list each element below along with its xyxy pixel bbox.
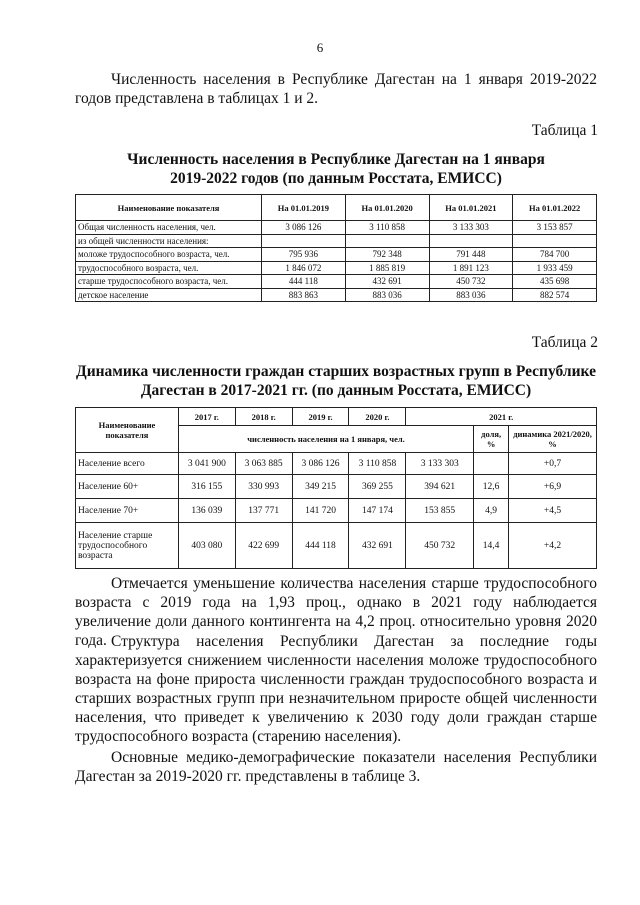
table2-cell: 12,6 [474, 475, 509, 499]
table-row [76, 499, 597, 523]
table2-cell: 394 621 [406, 475, 474, 499]
table2-cell: 153 855 [406, 499, 474, 523]
table1-header-cell: Наименование показателя [76, 195, 262, 221]
table2-cell [474, 453, 509, 475]
table2-subheader: динамика 2021/2020, % [509, 426, 597, 453]
table2-header-name: Наименование показателя [76, 408, 179, 453]
table2-cell: 3 133 303 [406, 453, 474, 475]
table2-cell: Население 60+ [76, 475, 179, 499]
table2-cell: +4,5 [509, 499, 597, 523]
table1-cell: 883 036 [429, 288, 513, 302]
table1-cell: 1 933 459 [513, 261, 597, 275]
table2-cell: 3 110 858 [349, 453, 406, 475]
table-row [76, 248, 597, 262]
table2-cell: 137 771 [235, 499, 292, 523]
table2-cell: 141 720 [292, 499, 349, 523]
body-paragraph [75, 748, 597, 786]
table2-header-year: 2017 г. [178, 408, 235, 426]
table1-cell: 444 118 [262, 275, 346, 289]
table1-title-line1: Численность населения в Республике Дагестан на 1 января [127, 151, 545, 168]
table1-label: Таблица 1 [531, 122, 598, 139]
table1-cell: 883 863 [262, 288, 346, 302]
table2-cell: 330 993 [235, 475, 292, 499]
table1-header-cell: На 01.01.2022 [513, 195, 597, 221]
table1-cell: 1 885 819 [345, 261, 429, 275]
table2-cell: 349 215 [292, 475, 349, 499]
table1-cell: 3 153 857 [513, 221, 597, 235]
table2-cell: 450 732 [406, 523, 474, 569]
table1-cell: 1 891 123 [429, 261, 513, 275]
table1-cell: 795 936 [262, 248, 346, 262]
table2 [75, 407, 597, 569]
table-row [76, 523, 597, 569]
table1-cell [429, 234, 513, 248]
table2-cell: Население всего [76, 453, 179, 475]
table2-subheader: доля, % [474, 426, 509, 453]
table1-cell: 792 348 [345, 248, 429, 262]
table2-header-year: 2021 г. [406, 408, 597, 426]
table2-cell: Население 70+ [76, 499, 179, 523]
table1-title [75, 150, 597, 188]
table1-cell: старше трудоспособного возраста, чел. [76, 275, 262, 289]
table2-cell: +6,9 [509, 475, 597, 499]
table-row [76, 234, 597, 248]
table1-cell: 450 732 [429, 275, 513, 289]
table2-cell: 4,9 [474, 499, 509, 523]
table2-cell: 3 063 885 [235, 453, 292, 475]
body-paragraph [75, 632, 597, 746]
body-paragraph-text: Структура населения Республики Дагестан за последние годы характеризуется снижением численности населения моложе трудоспособного возраста на фоне прироста численности граждан трудоспособного возраста и старших возрастных групп при незначительном приросте общей численности населения, что приведет к увеличению к 2030 году доли граждан старше трудоспособного возраста (старению населения). [75, 633, 597, 745]
table2-title-line1: Динамика численности граждан старших возрастных групп в Республике [76, 363, 596, 380]
table2-cell: 147 174 [349, 499, 406, 523]
table2-cell: 3 086 126 [292, 453, 349, 475]
table1-cell: 435 698 [513, 275, 597, 289]
table2-cell: 444 118 [292, 523, 349, 569]
table1-cell: детское население [76, 288, 262, 302]
table2-title-line2: Дагестан в 2017-2021 гг. (по данным Росстата, ЕМИСС) [140, 382, 532, 399]
table1-title-line2: 2019-2022 годов (по данным Росстата, ЕМИСС) [170, 170, 502, 187]
table1-cell: 883 036 [345, 288, 429, 302]
table2-cell: 316 155 [178, 475, 235, 499]
table-row [76, 221, 597, 235]
table2-subheader: численность населения на 1 января, чел. [178, 426, 473, 453]
table1-cell: 3 110 858 [345, 221, 429, 235]
table2-label: Таблица 2 [531, 334, 598, 351]
table2-cell: +0,7 [509, 453, 597, 475]
table2-cell: 14,4 [474, 523, 509, 569]
table-row [76, 288, 597, 302]
table2-header-year: 2019 г. [292, 408, 349, 426]
table-row [76, 261, 597, 275]
table1-cell: Общая численность населения, чел. [76, 221, 262, 235]
table2-cell: Население старше трудоспособного возраста [76, 523, 179, 569]
table1-cell: 1 846 072 [262, 261, 346, 275]
table2-cell: +4,2 [509, 523, 597, 569]
table1-cell: из общей численности населения: [76, 234, 262, 248]
table2-title [68, 362, 604, 400]
table1-cell [262, 234, 346, 248]
table1-cell [345, 234, 429, 248]
table1-cell [513, 234, 597, 248]
table1-cell: 3 086 126 [262, 221, 346, 235]
table1-header-row [76, 195, 597, 221]
body-paragraph-text: Отмечается уменьшение количества населения старше трудоспособного возраста с 2019 года на 1,93 проц., однако в 2021 году наблюдается увеличение доли данного контингента на 4,2 проц. относительно уровня 2020 года. [75, 575, 597, 649]
table1-cell: 882 574 [513, 288, 597, 302]
table2-header-row [76, 408, 597, 426]
table2-cell: 136 039 [178, 499, 235, 523]
table1-cell: 3 133 303 [429, 221, 513, 235]
intro-paragraph [75, 70, 597, 108]
table1 [75, 194, 597, 302]
intro-text: Численность населения в Республике Дагестан на 1 января 2019-2022 годов представлена в таблицах 1 и 2. [75, 71, 597, 107]
table2-cell: 369 255 [349, 475, 406, 499]
table-row [76, 475, 597, 499]
table1-cell: 432 691 [345, 275, 429, 289]
table1-header-cell: На 01.01.2021 [429, 195, 513, 221]
table-row [76, 275, 597, 289]
table2-cell: 403 080 [178, 523, 235, 569]
table1-cell: трудоспособного возраста, чел. [76, 261, 262, 275]
table1-header-cell: На 01.01.2020 [345, 195, 429, 221]
table2-header-year: 2020 г. [349, 408, 406, 426]
table2-cell: 432 691 [349, 523, 406, 569]
table-row [76, 453, 597, 475]
table1-cell: 791 448 [429, 248, 513, 262]
body-paragraph-text: Основные медико-демографические показатели населения Республики Дагестан за 2019-2020 гг. представлены в таблице 3. [75, 749, 597, 785]
table2-cell: 3 041 900 [178, 453, 235, 475]
table1-header-cell: На 01.01.2019 [262, 195, 346, 221]
page-number: 6 [316, 40, 324, 55]
table1-cell: 784 700 [513, 248, 597, 262]
table2-cell: 422 699 [235, 523, 292, 569]
table1-cell: моложе трудоспособного возраста, чел. [76, 248, 262, 262]
table2-header-year: 2018 г. [235, 408, 292, 426]
